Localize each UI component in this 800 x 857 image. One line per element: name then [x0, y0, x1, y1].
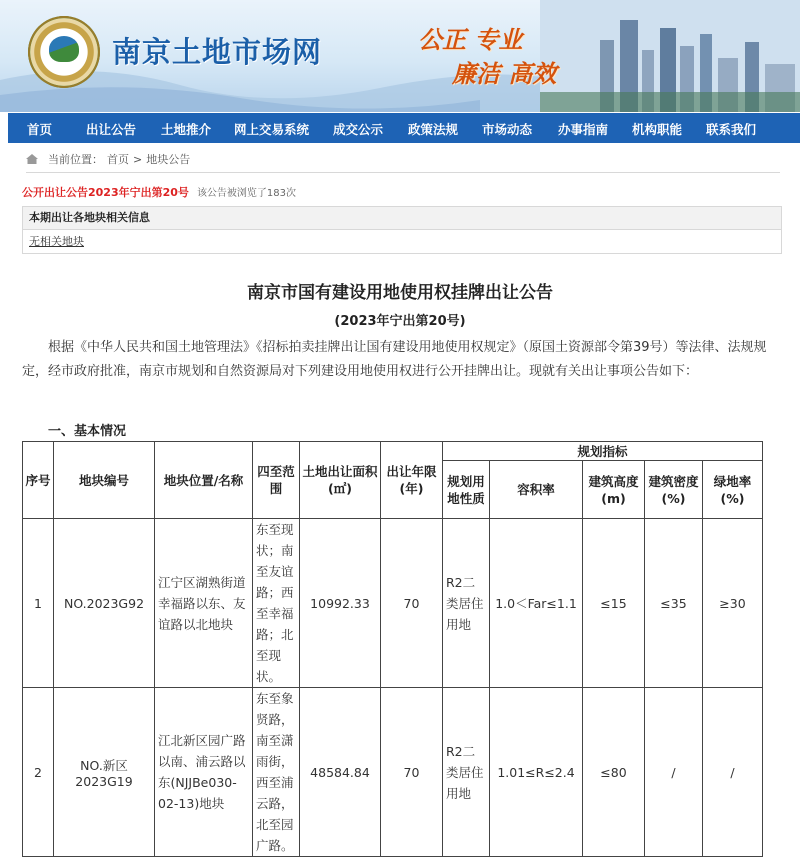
cell-location: 江宁区湖熟街道幸福路以东、友谊路以北地块	[155, 519, 253, 688]
main-nav	[8, 113, 800, 143]
view-count: 该公告被浏览了183次	[196, 188, 297, 199]
header-bounds: 四至范围	[253, 442, 300, 519]
land-parcel-table	[22, 441, 763, 857]
cell-use: R2二类居住用地	[443, 519, 490, 688]
nav-policies[interactable]: 政策法规	[408, 122, 459, 137]
related-info-link[interactable]: 无相关地块	[29, 235, 84, 248]
header-location: 地块位置/名称	[155, 442, 253, 519]
cell-far: 1.0＜Far≤1.1	[490, 519, 583, 688]
home-icon	[26, 154, 38, 164]
cell-area: 10992.33	[300, 519, 381, 688]
nav-contact[interactable]: 联系我们	[706, 122, 757, 137]
header-height: 建筑高度(m)	[583, 461, 645, 519]
site-banner	[0, 0, 800, 112]
document-title: 南京市国有建设用地使用权挂牌出让公告	[247, 283, 553, 303]
site-title: 南京土地市场网	[112, 35, 323, 69]
notice-line	[22, 184, 296, 200]
header-density: 建筑密度(%)	[645, 461, 703, 519]
cell-term: 70	[381, 519, 443, 688]
divider	[26, 172, 780, 173]
cell-green: ≥30	[703, 519, 763, 688]
cell-height: ≤80	[583, 688, 645, 857]
header-planning: 规划指标	[443, 442, 763, 461]
table-row	[23, 519, 763, 688]
cell-code: NO.新区2023G19	[54, 688, 155, 857]
notice-title: 公开出让公告2023年宁出第20号	[22, 186, 189, 199]
nav-land-promotion[interactable]: 土地推介	[161, 122, 212, 137]
cell-no: 2	[23, 688, 54, 857]
related-info-box	[22, 206, 782, 254]
cell-no: 1	[23, 519, 54, 688]
nav-home[interactable]: 首页	[27, 122, 53, 137]
table-header-row	[23, 442, 763, 461]
cell-bounds: 东至象贤路，南至潇雨街，西至浦云路，北至园广路。	[253, 688, 300, 857]
nav-guide[interactable]: 办事指南	[558, 122, 609, 137]
cell-use: R2二类居住用地	[443, 688, 490, 857]
nav-market-news[interactable]: 市场动态	[482, 122, 533, 137]
document-body: 根据《中华人民共和国土地管理法》《招标拍卖挂牌出让国有建设用地使用权规定》（原国土资源部令第39号）等法律、法规规定，经市政府批准，南京市规划和自然资源局对下列建设用地使用权进行公开挂牌出让。现就有关出让事项公告如下：	[22, 340, 767, 379]
header-far: 容积率	[490, 461, 583, 519]
cell-far: 1.01≤R≤2.4	[490, 688, 583, 857]
header-term: 出让年限(年)	[381, 442, 443, 519]
breadcrumb	[26, 151, 194, 167]
cell-height: ≤15	[583, 519, 645, 688]
slogan-2: 廉洁 高效	[452, 59, 557, 88]
document-subtitle: (2023年宁出第20号)	[334, 314, 466, 329]
site-logo[interactable]	[28, 16, 100, 88]
cell-green: /	[703, 688, 763, 857]
breadcrumb-current[interactable]: 地块公告	[146, 153, 191, 166]
nav-deal-publicity[interactable]: 成交公示	[333, 122, 384, 137]
cell-density: /	[645, 688, 703, 857]
cell-location: 江北新区园广路以南、浦云路以东(NJJBe030-02-13)地块	[155, 688, 253, 857]
header-code: 地块编号	[54, 442, 155, 519]
cell-term: 70	[381, 688, 443, 857]
related-info-heading: 本期出让各地块相关信息	[23, 207, 781, 230]
nav-online-trading[interactable]: 网上交易系统	[234, 122, 310, 137]
cell-area: 48584.84	[300, 688, 381, 857]
city-skyline-image	[540, 0, 800, 112]
header-no: 序号	[23, 442, 54, 519]
slogan-1: 公正 专业	[418, 25, 523, 54]
cell-code: NO.2023G92	[54, 519, 155, 688]
cell-bounds: 东至现状；南至友谊路；西至幸福路；北至现状。	[253, 519, 300, 688]
nav-notices[interactable]: 出让公告	[86, 122, 137, 137]
section-heading: 一、基本情况	[48, 424, 127, 439]
header-use: 规划用地性质	[443, 461, 490, 519]
nav-functions[interactable]: 机构职能	[632, 122, 683, 137]
table-row	[23, 688, 763, 857]
breadcrumb-label: 当前位置：	[48, 153, 103, 166]
cell-density: ≤35	[645, 519, 703, 688]
breadcrumb-separator: >	[133, 152, 143, 166]
header-area: 土地出让面积(㎡)	[300, 442, 381, 519]
header-green: 绿地率(%)	[703, 461, 763, 519]
breadcrumb-home-link[interactable]: 首页	[107, 153, 129, 166]
